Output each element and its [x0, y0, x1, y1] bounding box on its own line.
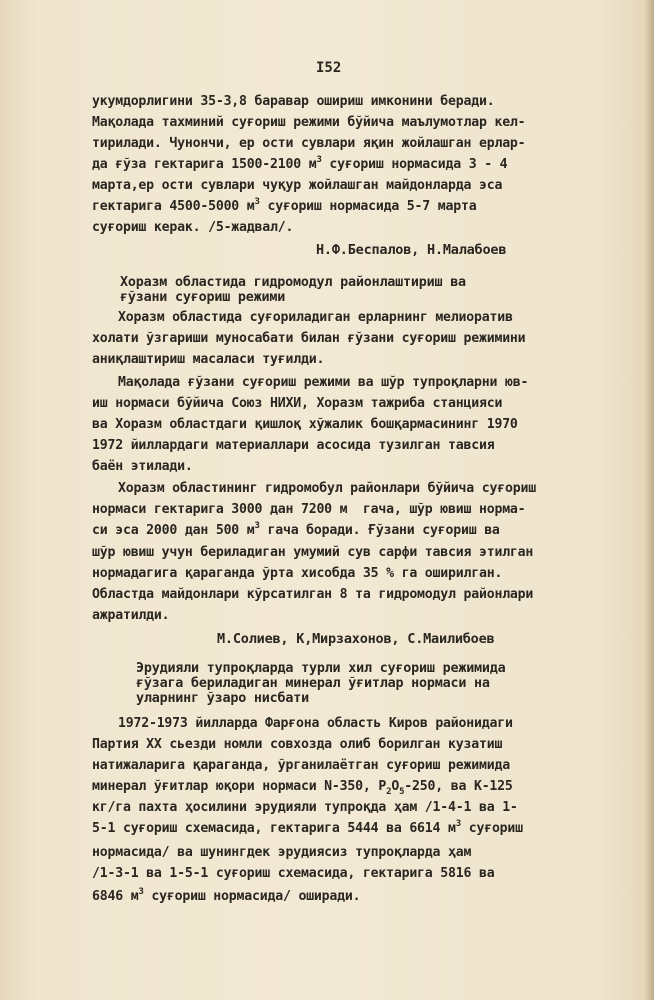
authors: Н.Ф.Беспалов, Н.Малабоев [316, 242, 507, 258]
body-line: Партия XX сьезди номли совхозда олиб борилган кузатиш [92, 737, 503, 752]
body-line: нормасида/ ва шунингдек эрудиясиз тупроқларда ҳам [92, 845, 472, 860]
body-line: Областда майдонлари кўрсатилган 8 та гидромодул районлари [92, 587, 534, 602]
article-title: Хоразм областида гидромодул районлаштириш ва [120, 275, 466, 290]
body-line: шўр ювиш учун бериладиган умумий сув сарфи тавсия этилган [92, 545, 534, 560]
body-line: /1-3-1 ва 1-5-1 суғориш схемасида, гектарига 5816 ва [92, 866, 495, 881]
body-line: марта,ер ости сувлари чуқур жойлашган майдонларда эса [92, 178, 503, 193]
body-line: минерал ўғитлар юқори нормаси N-350, $P_2O_5-250$, ва К-125 [92, 779, 513, 797]
body-line: холати ўзгариши муносабати билан ғўзани суғориш режимини [92, 331, 526, 346]
body-line: 5-1 суғориш схемасида, гектарига 5444 ва 6614 $м^3$ суғориш [92, 819, 523, 836]
body-line: 6846 $м^3$ суғориш нормасида/ оширади. [92, 887, 361, 904]
body-line: да ғўза гектарига 1500-2100 $м^3$ суғориш нормасида 3 - 4 [92, 155, 508, 172]
article-title: ғўзани суғориш режими [120, 290, 286, 305]
page-number: I52 [316, 60, 342, 76]
page-edge-shadow [644, 0, 654, 1000]
authors: М.Солиев, К,Мирзахонов, С.Маилибоев [217, 631, 495, 647]
body-line: ажратилди. [92, 608, 170, 623]
body-line: гектарига 4500-5000 $м^3$ суғориш нормасида 5-7 марта [92, 197, 477, 214]
body-line: кг/га пахта ҳосилини эрудияли тупроқда ҳам /1-4-1 ва 1- [92, 800, 518, 815]
article-title: ғўзага бериладиган минерал ўғитлар нормаси на [136, 676, 490, 691]
body-line: суғориш керак. /5-жадвал/. [92, 220, 294, 235]
body-line: Хоразм областида суғориладиган ерларнинг мелиоратив [118, 310, 513, 325]
body-line: тирилади. Чунончи, ер ости сувлари яқин жойлашган ерлар- [92, 136, 526, 151]
body-line: иш нормаси бўйича Союз НИХИ, Хоразм тажриба станцияси [92, 396, 503, 411]
body-line: 1972-1973 йилларда Фарғона область Киров районидаги [118, 716, 513, 731]
body-line: Мақолада тахминий суғориш режими бўйича маълумотлар кел- [92, 115, 526, 130]
body-line: баён этилади. [92, 459, 193, 474]
body-line: ва Хоразм областдаги қишлоқ хўжалик бошқармасининг 1970 [92, 417, 518, 432]
body-line: нормадагига қараганда ўрта хисобда 35 % га оширилган. [92, 566, 503, 581]
body-line: нормаси гектарига 3000 дан 7200 м гача, шўр ювиш норма- [92, 502, 526, 517]
body-line: 1972 йиллардаги материаллари асосида тузилган тавсия [92, 438, 495, 453]
body-line: Мақолада ғўзани суғориш режими ва шўр тупроқларни юв- [118, 375, 529, 390]
body-line: натижаларига қараганда, ўрганилаётган суғориш режимида [92, 758, 510, 773]
body-line: укумдорлигини 35-3,8 баравар ошириш имконини беради. [92, 94, 495, 109]
article-title: уларнинг ўзаро нисбати [136, 691, 309, 706]
body-line: Хоразм областининг гидромобул районлари бўйича суғориш [118, 481, 536, 496]
article-title: Эрудияли тупроқларда турли хил суғориш режимида [136, 661, 506, 676]
body-line: аниқлаштириш масаласи туғилди. [92, 352, 325, 367]
body-line: си эса 2000 дан 500 $м^3$ гача боради. Ғўзани суғориш ва [92, 521, 500, 538]
